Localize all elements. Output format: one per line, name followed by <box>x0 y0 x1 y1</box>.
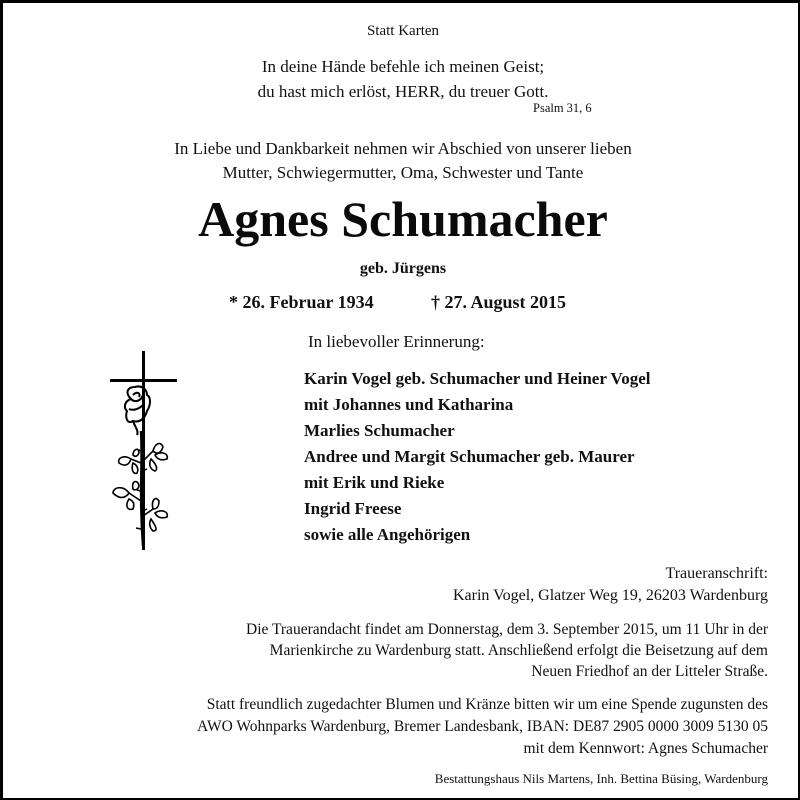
mourner-line: Marlies Schumacher <box>304 421 455 440</box>
mourner-line: Ingrid Freese <box>304 499 402 518</box>
deceased-name: Agnes Schumacher <box>198 191 608 247</box>
mourners-list <box>304 370 651 552</box>
donation-line-3: mit dem Kennwort: Agnes Schumacher <box>523 740 768 757</box>
mourner-line: mit Johannes und Katharina <box>304 395 514 414</box>
service-line-3: Neuen Friedhof an der Litteler Straße. <box>531 663 768 680</box>
service-line-1: Die Trauerandacht findet am Donnerstag, dem 3. September 2015, um 11 Uhr in der <box>246 621 768 638</box>
funeral-home: Bestattungshaus Nils Martens, Inh. Bettina Büsing, Wardenburg <box>434 771 768 786</box>
mourner-line: mit Erik und Rieke <box>304 473 445 492</box>
intro-line-1: In Liebe und Dankbarkeit nehmen wir Abschied von unserer lieben <box>174 139 632 158</box>
intro-line-2: Mutter, Schwiegermutter, Oma, Schwester und Tante <box>222 163 584 182</box>
mourner-line: Andree und Margit Schumacher geb. Maurer <box>304 447 635 466</box>
mourner-line: Karin Vogel geb. Schumacher und Heiner Vogel <box>304 369 651 388</box>
verse-line-2: du hast mich erlöst, HERR, du treuer Gott. <box>257 82 549 101</box>
cross-with-rose-icon <box>103 351 193 556</box>
verse-line-1: In deine Hände befehle ich meinen Geist; <box>261 57 545 76</box>
memory-label: In liebevoller Erinnerung: <box>308 332 485 351</box>
header-statt-karten: Statt Karten <box>366 23 440 39</box>
mourning-address: Karin Vogel, Glatzer Weg 19, 26203 Wardenburg <box>453 587 768 604</box>
birth-date: * 26. Februar 1934 <box>229 292 374 312</box>
mourner-line: sowie alle Angehörigen <box>304 525 471 544</box>
death-date: † 27. August 2015 <box>431 292 567 312</box>
mourning-address-label: Traueranschrift: <box>665 565 768 582</box>
service-line-2: Marienkirche zu Wardenburg statt. Anschließend erfolgt die Beisetzung auf dem <box>269 642 768 659</box>
donation-line-1: Statt freundlich zugedachter Blumen und Kränze bitten wir um eine Spende zugunsten des <box>206 696 768 713</box>
donation-line-2: AWO Wohnparks Wardenburg, Bremer Landesbank, IBAN: DE87 2905 0000 3009 5130 05 <box>197 718 768 735</box>
birth-name: geb. Jürgens <box>359 260 447 277</box>
verse-reference: Psalm 31, 6 <box>533 101 592 115</box>
